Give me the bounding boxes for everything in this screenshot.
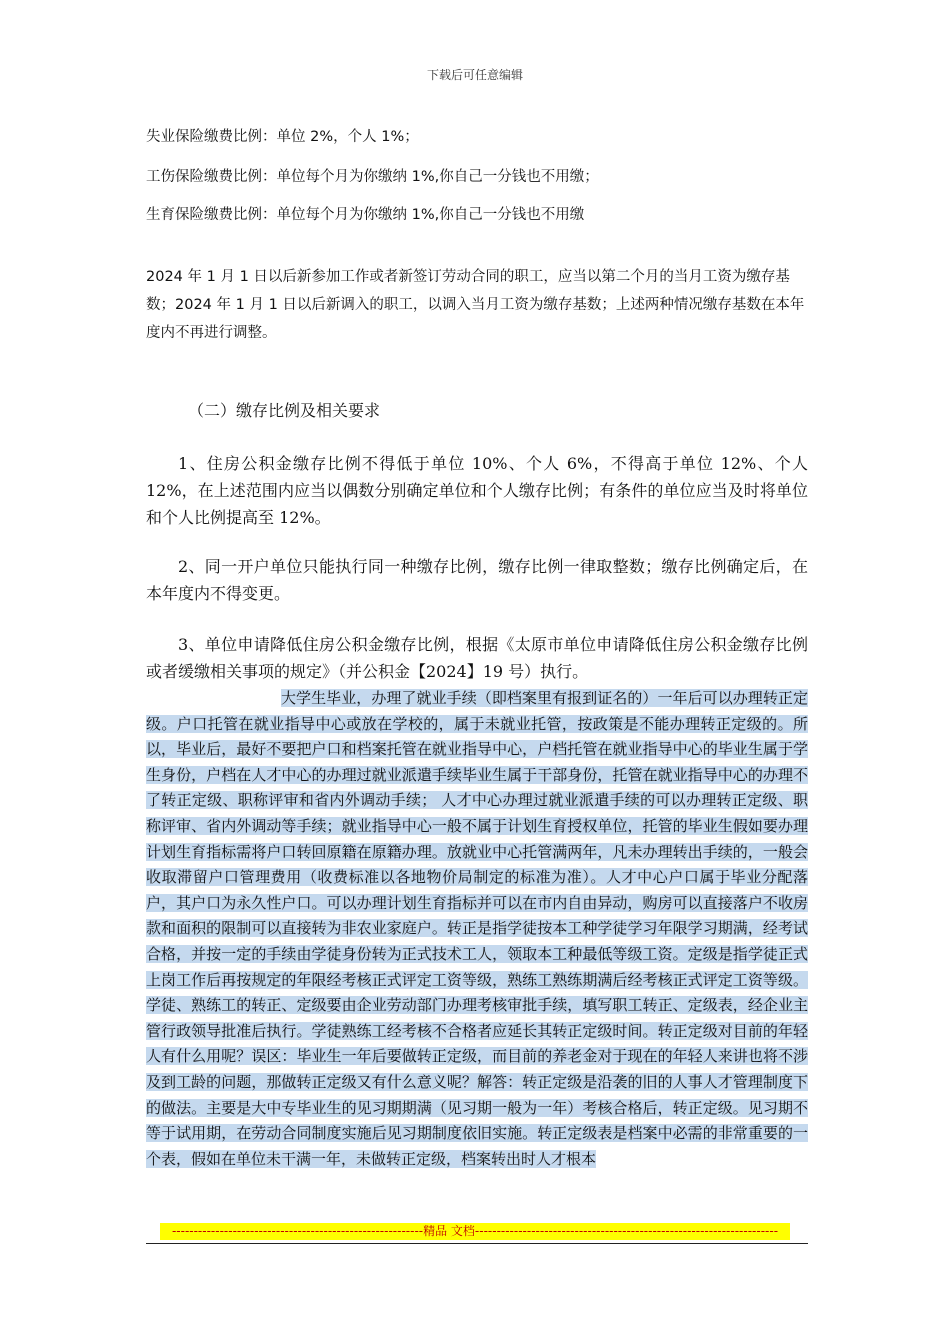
item-3: 3、单位申请降低住房公积金缴存比例，根据《太原市单位申请降低住房公积金缴存比例或者缓缴相关事项的规定》（并公积金【2024】19 号）执行。 bbox=[146, 635, 808, 681]
page-header: 下载后可任意编辑 bbox=[426, 68, 523, 82]
highlighted-paragraph bbox=[146, 686, 808, 1172]
item-1: 1、住房公积金缴存比例不得低于单位 10%、个人 6%，不得高于单位 12%、个人 12%，在上述范围内应当以偶数分别确定单位和个人缴存比例；有条件的单位应当及时将单位和个人比例提高至 12%。 bbox=[146, 454, 808, 527]
injury-insurance-line: 工伤保险缴费比例：单位每个月为你缴纳 1%,你自己一分钱也不用缴； bbox=[146, 169, 599, 185]
item-2: 2、同一开户单位只能执行同一种缴存比例，缴存比例一律取整数；缴存比例确定后，在本年度内不得变更。 bbox=[146, 557, 808, 603]
section-title: （二）缴存比例及相关要求 bbox=[188, 401, 381, 420]
footer-divider bbox=[146, 1243, 808, 1244]
highlighted-text: 大学生毕业，办理了就业手续（即档案里有报到证名的）一年后可以办理转正定级。户口托管在就业指导中心或放在学校的，属于未就业托管，按政策是不能办理转正定级的。所以，毕业后，最好不要把户口和档案托管在就业指导中心，户档托管在就业指导中心的毕业生属于学生身份，户档在人才中心的办理过就业派遣手续毕业生属于干部身份，托管在就业指导中心的办理不了转正定级、职称评审和省内外调动手续； 人才中心办理过就业派遣手续的可以办理转正定级、职称评审、省内外调动等手续；就业指导中心一般不属于计划生育授权单位，托管的毕业生假如要办理计划生育指标需将户口转回原籍在原籍办理。放就业中心托管满两年，凡未办理转出手续的，一般会收取滞留户口管理费用（收费标准以各地物价局制定的标准为准）。人才中心户口属于毕业分配落户，其户口为永久性户口。可以办理计划生育指标并可以在市内自由异动，购房可以直接落户不收房款和面积的限制可以直接转为非农业家庭户。转正是指学徒按本工种学徒学习年限学习期满，经考试合格，并按一定的手续由学徒身份转为正式技术工人，领取本工种最低等级工资。定级是指学徒正式上岗工作后再按规定的年限经考核正式评定工资等级，熟练工熟练期满后经考核正式评定工资等级。学徒、熟练工的转正、定级要由企业劳动部门办理考核审批手续，填写职工转正、定级表，经企业主管行政领导批准后执行。学徒熟练工经考核不合格者应延长其转正定级时间。转正定级对目前的年轻人有什么用呢？误区：毕业生一年后要做转正定级，而目前的养老金对于现在的年轻人来讲也将不涉及到工龄的问题，那做转正定级又有什么意义呢？解答：转正定级是沿袭的旧的人事人才管理制度下的做法。主要是大中专毕业生的见习期期满（见习期一般为一年）考核合格后，转正定级。见习期不等于试用期，在劳动合同制度实施后见习期制度依旧实施。转正定级表是档案中必需的非常重要的一个表，假如在单位未干满一年，未做转正定级，档案转出时人才根本 bbox=[146, 689, 808, 1168]
footer-banner: ----------------------------------------------------------精品 文档---------------------------------------------------------------------- bbox=[160, 1223, 790, 1240]
maternity-insurance-line: 生育保险缴费比例：单位每个月为你缴纳 1%,你自己一分钱也不用缴 bbox=[146, 207, 585, 223]
unemployment-insurance-line: 失业保险缴费比例：单位 2%，个人 1%； bbox=[146, 129, 419, 145]
contribution-base-paragraph: 2024 年 1 月 1 日以后新参加工作或者新签订劳动合同的职工，应当以第二个月的当月工资为缴存基数；2024 年 1 月 1 日以后新调入的职工，以调入当月工资为缴存基数；上述两种情况缴存基数在本年度内不再进行调整。 bbox=[146, 269, 805, 341]
